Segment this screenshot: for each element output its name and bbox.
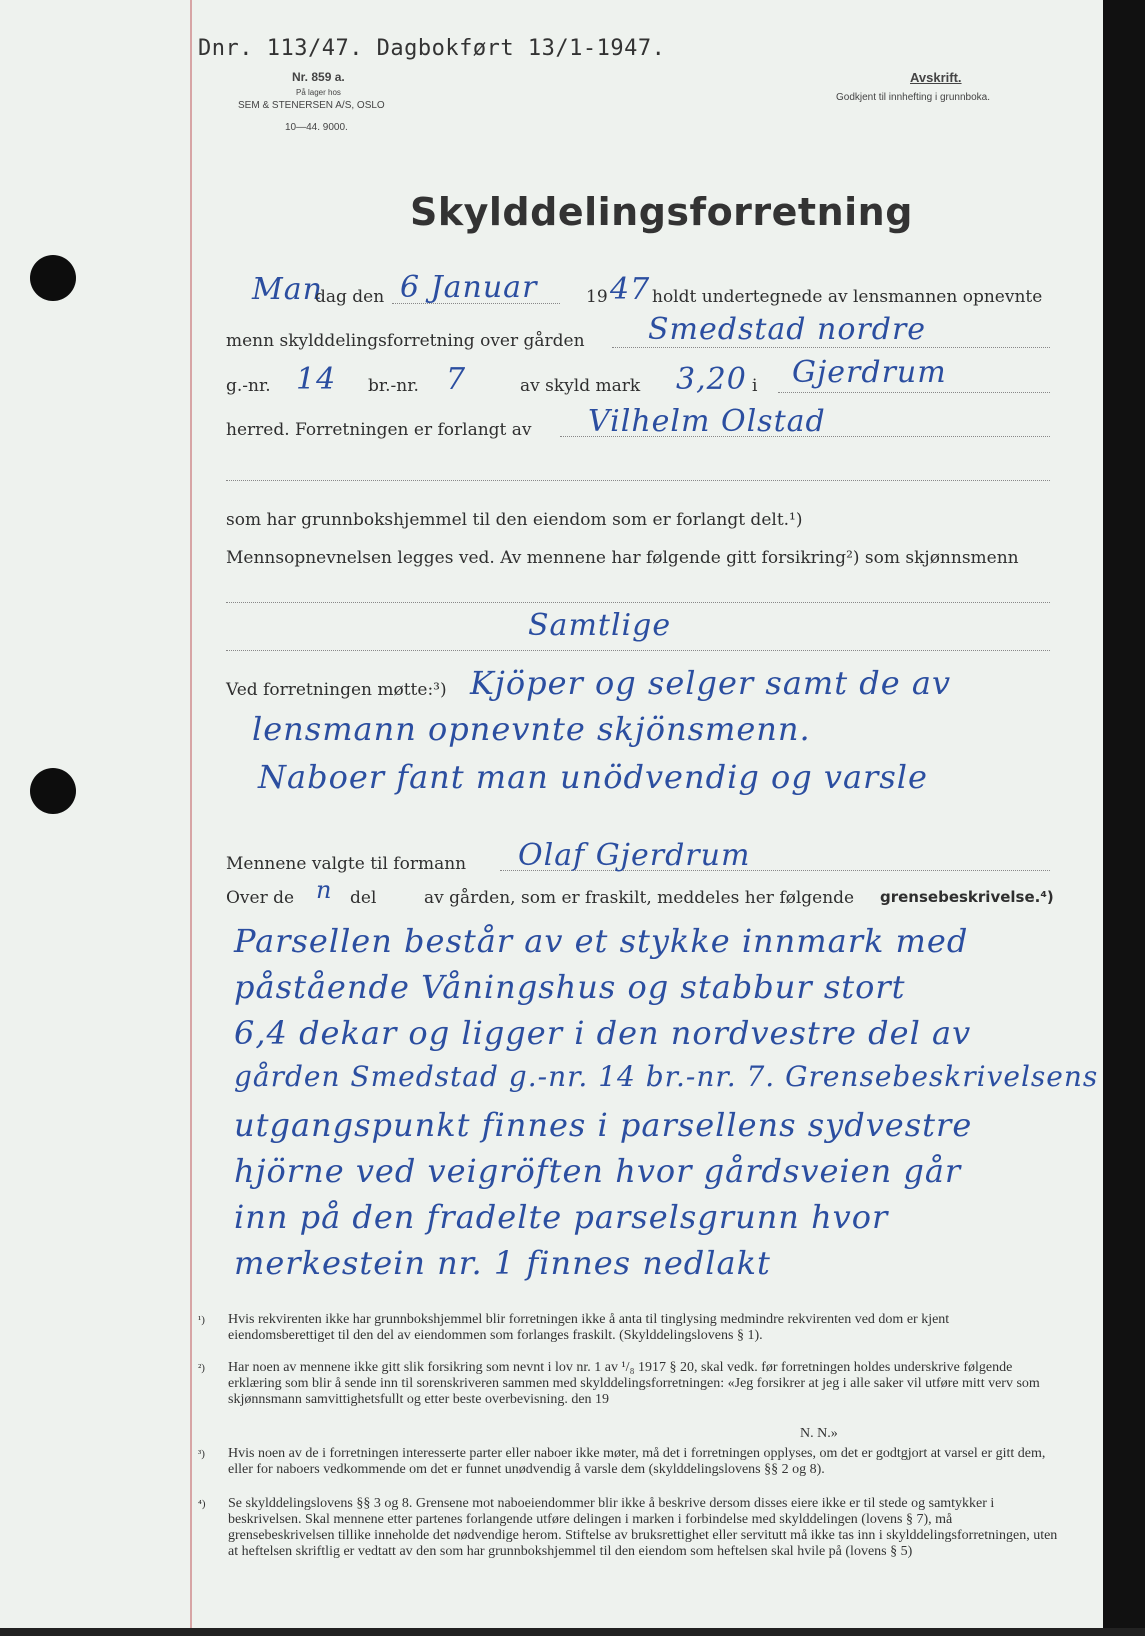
description-line-3: 6,4 dekar og ligger i den nordvestre del av	[234, 1014, 972, 1052]
footnote-text: Har noen av mennene ikke gitt slik forsikring som nevnt i lov nr. 1 av ¹/₈ 1917 § 20, skal vedk. før forretningen holdes underskrive følgende erklæring som blir å sende inn til sorenskriveren sammen med skylddelingsforretningen: «Jeg forsikrer at jeg i alle saker vil utføre mitt verv som skjønnsmann samvittighetsfullt og etter beste overbevisning. den 19	[228, 1360, 1040, 1407]
municipality-handwritten: Gjerdrum	[792, 355, 947, 390]
label-i: i	[752, 376, 758, 396]
label-line2: menn skylddelingsforretning over gården	[226, 331, 585, 351]
footnote-number: ³)	[198, 1448, 205, 1460]
attendance-line-2: lensmann opnevnte skjönsmenn.	[252, 710, 811, 748]
punch-hole-bottom	[30, 768, 76, 814]
footnote-2-signature	[800, 1426, 920, 1442]
label-year-prefix: 19	[586, 287, 608, 307]
footnote-text: Hvis noen av de i forretningen interesserte parter eller naboer ikke møter, må det i forretningen opplyses, om det er godtgjort at varsel er gitt dem, eller for naboers vedkommende om det er funnet unødvendig å varsle dem (skylddelingslovens §§ 2 og 8).	[228, 1446, 1046, 1477]
assessors-handwritten: Samtlige	[528, 608, 672, 643]
avskrift-label: Avskrift.	[910, 70, 962, 85]
footnote-text: Se skylddelingslovens §§ 3 og 8. Grensene mot naboeiendommer blir ikke å beskrive dersom disses eiere ikke er til stede og samtykker i beskrivelsen. Skal mennene etter partenes forlangende utføre delingen i marken i forbindelse med skylddelingen (lovens § 7), må grensebeskrivelsen tillike inneholde det nødvendige herom. Stiftelse av bruksrettighet eller servitutt må ikke tas inn i skylddelingsforretningen, uten at heftelsen skriftlig er vedtatt av den som har grunnbokshjemmel til den eiendom som heftelsen skal hvile på (lovens § 5)	[228, 1496, 1058, 1559]
label-skyld: av skyld mark	[520, 376, 641, 396]
description-line-6: hjörne ved veigröften hvor gårdsveien går	[234, 1152, 962, 1190]
footnote-number: ⁴)	[198, 1498, 206, 1510]
register-stamp: Dnr. 113/47. Dagbokført 13/1-1947.	[198, 36, 666, 61]
footnote-4	[198, 1496, 1058, 1560]
label-line6: som har grunnbokshjemmel til den eiendom som er forlangt delt.¹)	[226, 510, 803, 530]
description-line-4: gården Smedstad g.-nr. 14 br.-nr. 7. Grensebeskrivelsens	[234, 1060, 1099, 1093]
label-attendance: Ved forretningen møtte:³)	[226, 680, 447, 700]
chairman-handwritten: Olaf Gjerdrum	[518, 838, 751, 873]
print-code: 10—44. 9000.	[285, 122, 348, 133]
farm-name-handwritten: Smedstad nordre	[648, 312, 927, 347]
fill-line	[612, 347, 1050, 348]
description-line-7: inn på den fradelte parselsgrunn hvor	[234, 1198, 889, 1236]
date-handwritten: 6 Januar	[400, 270, 538, 305]
approval-note: Godkjent til innhefting i grunnboka.	[836, 92, 990, 103]
scan-edge-bottom	[0, 1628, 1145, 1636]
punch-hole-top	[30, 255, 76, 301]
label-boundary: av gården, som er fraskilt, meddeles her følgende	[424, 888, 855, 908]
label-line7: Mennsopnevnelsen legges ved. Av mennene har følgende gitt forsikring²) som skjønnsmenn	[226, 548, 1019, 568]
label-del: del	[350, 888, 377, 908]
margin-rule	[190, 0, 192, 1636]
label-line4: herred. Forretningen er forlangt av	[226, 420, 532, 440]
fill-line	[226, 650, 1050, 651]
label-over-de: Over de	[226, 888, 295, 908]
label-chair: Mennene valgte til formann	[226, 854, 467, 874]
form-number: Nr. 859 a.	[292, 70, 345, 84]
label-boundary-bold: grensebeskrivelse.⁴)	[880, 888, 1054, 906]
part-handwritten: n	[316, 876, 333, 904]
footnote-number: ²)	[198, 1362, 205, 1374]
description-line-2: påstående Våningshus og stabbur stort	[234, 968, 906, 1006]
weekday-handwritten: Man	[252, 272, 323, 307]
publisher-line-2: SEM & STENERSEN A/S, OSLO	[238, 100, 385, 111]
label-line1-rest: holdt undertegnede av lensmannen opnevnte	[652, 287, 1043, 307]
bnr-handwritten: 7	[446, 362, 467, 397]
fill-line	[226, 602, 1050, 603]
scan-edge-right	[1103, 0, 1145, 1636]
gnr-handwritten: 14	[296, 362, 337, 397]
attendance-line-1: Kjöper og selger samt de av	[470, 664, 952, 702]
year-handwritten: 47	[610, 272, 651, 307]
label-bnr: br.-nr.	[368, 376, 419, 396]
footnote-text: N. N.»	[800, 1426, 838, 1441]
footnote-3	[198, 1446, 1058, 1478]
fill-line	[226, 480, 1050, 481]
label-gnr: g.-nr.	[226, 376, 271, 396]
footnote-1	[198, 1312, 1058, 1344]
publisher-line-1: På lager hos	[296, 88, 341, 97]
page-title: Skylddelingsforretning	[410, 190, 913, 234]
fill-line	[778, 392, 1050, 393]
description-line-8: merkestein nr. 1 finnes nedlakt	[234, 1244, 771, 1282]
attendance-line-3: Naboer fant man unödvendig og varsle	[258, 758, 928, 796]
skyld-handwritten: 3,20	[676, 362, 747, 397]
description-line-1: Parsellen består av et stykke innmark med	[234, 922, 969, 960]
footnote-text: Hvis rekvirenten ikke har grunnbokshjemmel blir forretningen ikke å anta til tinglysing medmindre rekvirenten ved dom er kjent eiendomsberettiget til den del av eiendommen som forlanges fraskilt. (Skylddelingslovens § 1).	[228, 1312, 950, 1343]
footnote-2	[198, 1360, 1058, 1408]
requester-handwritten: Vilhelm Olstad	[588, 404, 826, 439]
footnote-number: ¹)	[198, 1314, 205, 1326]
description-line-5: utgangspunkt finnes i parsellens sydvestre	[234, 1106, 973, 1144]
label-dag-den: dag den	[315, 287, 385, 307]
